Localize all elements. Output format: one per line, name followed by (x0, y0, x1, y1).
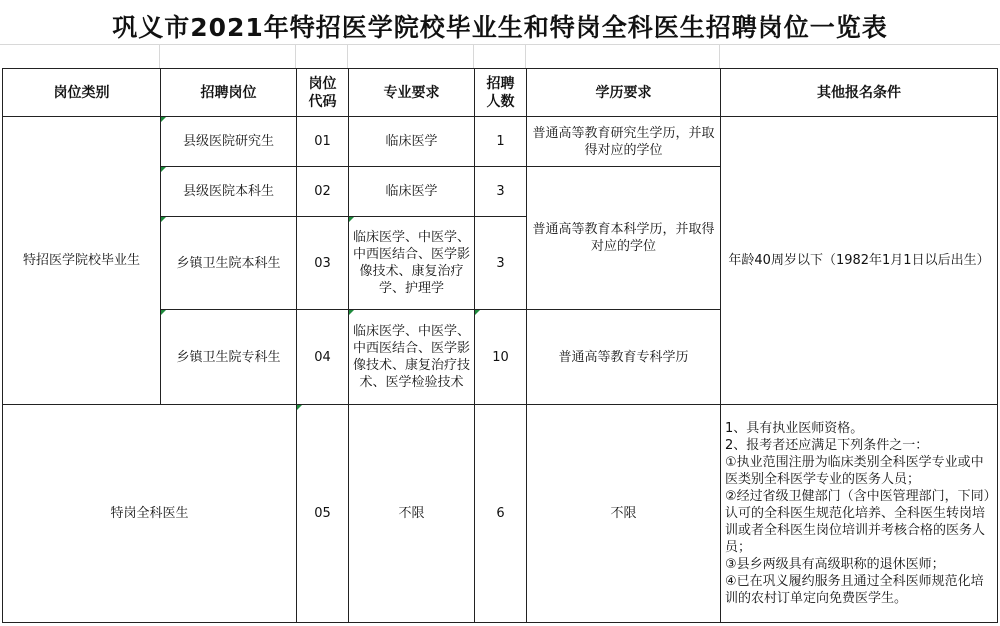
header-category: 岗位类别 (3, 69, 161, 117)
category-cell: 特招医学院校毕业生 (3, 117, 161, 405)
count-cell: 1 (475, 117, 527, 167)
major-cell: 不限 (349, 405, 475, 623)
education-cell: 普通高等教育研究生学历，并取得对应的学位 (527, 117, 721, 167)
gridline (295, 45, 296, 69)
conditions-cell (721, 405, 998, 623)
major-cell: 临床医学 (349, 117, 475, 167)
position-cell: 县级医院本科生 (161, 167, 297, 217)
code-cell: 02 (297, 167, 349, 217)
major-cell: 临床医学 (349, 167, 475, 217)
gridline (719, 45, 720, 69)
category-cell: 特岗全科医生 (3, 405, 297, 623)
recruitment-table (2, 68, 998, 623)
header-count (475, 69, 527, 117)
header-position: 招聘岗位 (161, 69, 297, 117)
condition-line: 2、报考者还应满足下列条件之一： (725, 438, 929, 453)
header-count-line1: 招聘 (486, 75, 515, 92)
condition-line: ②经过省级卫健部门（含中医管理部门，下同）认可的全科医生规范化培养、全科医生转岗培训或者全科医生岗位培训并考核合格的医务人员； (725, 489, 991, 555)
count-cell: 3 (475, 217, 527, 310)
major-cell: 临床医学、中医学、中西医结合、医学影像技术、康复治疗学、护理学 (349, 217, 475, 310)
condition-line: ①执业范围注册为临床类别全科医学专业或中医类别全科医学专业的医务人员； (725, 455, 984, 487)
header-education: 学历要求 (527, 69, 721, 117)
condition-line: 1、具有执业医师资格。 (725, 421, 864, 436)
header-count-line2: 人数 (486, 93, 515, 110)
table-row (3, 117, 998, 167)
position-cell: 乡镇卫生院本科生 (161, 217, 297, 310)
spreadsheet-gridlines (0, 44, 1000, 69)
gridline (159, 45, 160, 69)
count-cell: 3 (475, 167, 527, 217)
education-cell: 不限 (527, 405, 721, 623)
header-major: 专业要求 (349, 69, 475, 117)
gridline (347, 45, 348, 69)
table-row (3, 405, 998, 623)
count-cell: 10 (475, 310, 527, 405)
gridline (525, 45, 526, 69)
count-cell: 6 (475, 405, 527, 623)
position-cell: 县级医院研究生 (161, 117, 297, 167)
other-condition-cell: 年龄40周岁以下（1982年1月1日以后出生） (721, 117, 998, 405)
page-title: 巩义市2021年特招医学院校毕业生和特岗全科医生招聘岗位一览表 (112, 13, 888, 42)
header-other: 其他报名条件 (721, 69, 998, 117)
code-cell: 05 (297, 405, 349, 623)
code-cell: 03 (297, 217, 349, 310)
header-code-line1: 岗位 (308, 75, 337, 92)
position-cell: 乡镇卫生院专科生 (161, 310, 297, 405)
major-cell: 临床医学、中医学、中西医结合、医学影像技术、康复治疗技术、医学检验技术 (349, 310, 475, 405)
condition-line: ④已在巩义履约服务且通过全科医师规范化培训的农村订单定向免费医学生。 (725, 574, 984, 606)
header-code (297, 69, 349, 117)
education-cell: 普通高等教育本科学历，并取得对应的学位 (527, 167, 721, 310)
header-row (3, 69, 998, 117)
gridline (473, 45, 474, 69)
header-code-line2: 代码 (308, 93, 337, 110)
code-cell: 01 (297, 117, 349, 167)
education-cell: 普通高等教育专科学历 (527, 310, 721, 405)
code-cell: 04 (297, 310, 349, 405)
condition-line: ③县乡两级具有高级职称的退休医师； (725, 557, 945, 572)
